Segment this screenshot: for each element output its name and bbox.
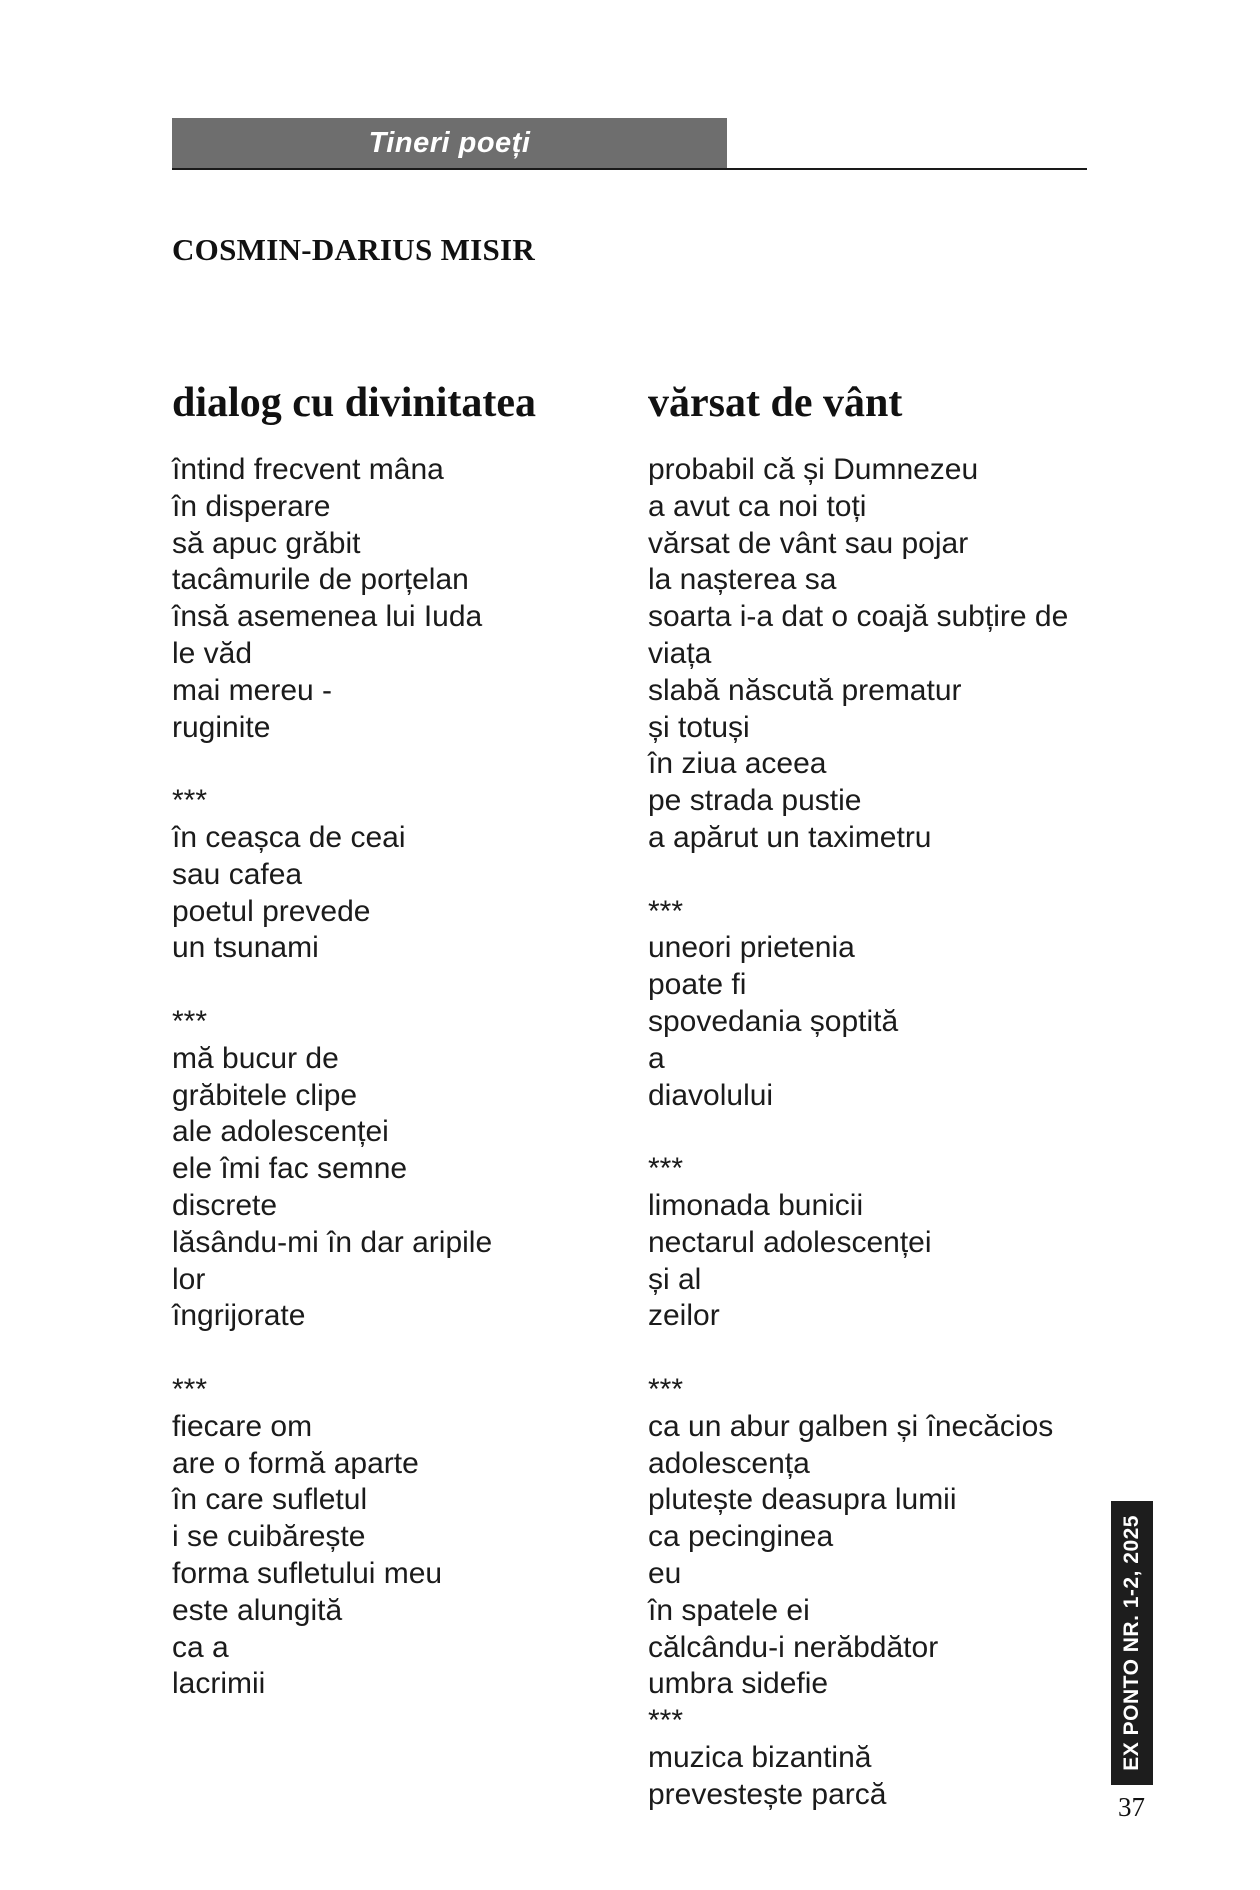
- poem-title-right: vărsat de vânt: [648, 380, 903, 426]
- poem-line: discrete: [172, 1188, 278, 1222]
- stanza-separator: ***: [648, 1372, 684, 1406]
- poem-line: în spatele ei: [648, 1593, 810, 1627]
- poem-line: a apărut un taximetru: [648, 820, 932, 854]
- poem-line: la nașterea sa: [648, 563, 837, 597]
- poem-line: a avut ca noi toți: [648, 489, 867, 523]
- stanza-separator: ***: [648, 894, 684, 928]
- poem-line: prevestește parcă: [648, 1777, 887, 1811]
- poem-body-right: [648, 452, 1118, 1813]
- poem-line: a: [648, 1041, 665, 1075]
- journal-spine: [1111, 1501, 1153, 1785]
- poem-line: zeilor: [648, 1299, 720, 1333]
- stanza-separator: ***: [172, 784, 208, 818]
- poem-line: forma sufletului meu: [172, 1556, 443, 1590]
- poem-line: fiecare om: [172, 1409, 313, 1443]
- poem-line: lacrimii: [172, 1667, 266, 1701]
- poem-line: umbra sidefie: [648, 1667, 829, 1701]
- poem-line: ca un abur galben și înecăcios: [648, 1409, 1054, 1443]
- poem-line: adolescența: [648, 1446, 810, 1480]
- author-name: COSMIN-DARIUS MISIR: [172, 232, 536, 267]
- poem-line: și al: [648, 1262, 702, 1296]
- poem-body-left: [172, 452, 632, 1703]
- poem-line: nectarul adolescenței: [648, 1225, 932, 1259]
- section-banner: [172, 118, 727, 169]
- blank-line: [648, 1335, 1118, 1372]
- poem-line: un tsunami: [172, 931, 319, 965]
- poem-line: mai mereu -: [172, 673, 333, 707]
- poem-line: vărsat de vânt sau pojar: [648, 526, 969, 560]
- blank-line: [172, 746, 632, 783]
- header-rule: [172, 168, 1087, 170]
- stanza-separator: ***: [172, 1004, 208, 1038]
- stanza-separator: ***: [648, 1704, 684, 1738]
- poem-line: poetul prevede: [172, 894, 371, 928]
- poem-line: și totuși: [648, 710, 750, 744]
- section-title: Tineri poeți: [368, 127, 531, 159]
- blank-line: [172, 1335, 632, 1372]
- poem-line: eu: [648, 1556, 682, 1590]
- blank-line: [172, 967, 632, 1004]
- poem-line: ale adolescenței: [172, 1115, 389, 1149]
- poem-line: ca pecinginea: [648, 1520, 834, 1554]
- poem-line: mă bucur de: [172, 1041, 339, 1075]
- stanza-separator: ***: [172, 1372, 208, 1406]
- poem-line: întind frecvent mâna: [172, 453, 444, 486]
- poem-line: ele îmi fac semne: [172, 1152, 408, 1186]
- poem-line: poate fi: [648, 968, 747, 1002]
- poem-line: în care sufletul: [172, 1483, 368, 1517]
- poem-line: soarta i-a dat o coajă subțire de: [648, 600, 1069, 634]
- poem-line: ca a: [172, 1630, 229, 1664]
- poem-line: călcându-i nerăbdător: [648, 1630, 939, 1664]
- poem-line: i se cuibărește: [172, 1520, 366, 1554]
- poem-line: este alungită: [172, 1593, 343, 1627]
- poem-title-left: dialog cu divinitatea: [172, 380, 537, 426]
- poem-line: în ziua aceea: [648, 747, 827, 781]
- poem-line: pe strada pustie: [648, 784, 862, 818]
- poem-line: lăsându-mi în dar aripile: [172, 1225, 493, 1259]
- poem-line: tacâmurile de porțelan: [172, 563, 469, 597]
- poem-line: limonada bunicii: [648, 1188, 864, 1222]
- poem-line: ruginite: [172, 710, 271, 744]
- poem-line: lor: [172, 1262, 206, 1296]
- blank-line: [648, 857, 1118, 894]
- poem-line: în ceașca de ceai: [172, 820, 406, 854]
- stanza-separator: ***: [648, 1152, 684, 1186]
- poem-line: diavolului: [648, 1078, 774, 1112]
- page-number: 37: [1118, 1792, 1145, 1822]
- poem-line: plutește deasupra lumii: [648, 1483, 957, 1517]
- poem-line: slabă născută prematur: [648, 673, 962, 707]
- poem-line: muzica bizantină: [648, 1740, 872, 1774]
- poem-line: viața: [648, 636, 712, 670]
- poem-line: are o formă aparte: [172, 1446, 419, 1480]
- poem-line: în disperare: [172, 489, 331, 523]
- poem-line: uneori prietenia: [648, 931, 855, 965]
- poem-line: însă asemenea lui Iuda: [172, 600, 483, 634]
- poem-line: să apuc grăbit: [172, 526, 361, 560]
- poem-line: grăbitele clipe: [172, 1078, 358, 1112]
- poem-line: probabil că și Dumnezeu: [648, 453, 979, 486]
- poem-line: le văd: [172, 636, 253, 670]
- poem-line: îngrijorate: [172, 1299, 306, 1333]
- blank-line: [648, 1114, 1118, 1151]
- journal-spine-label: EX PONTO NR. 1-2, 2025: [1120, 1515, 1143, 1771]
- poem-line: spovedania șoptită: [648, 1004, 899, 1038]
- poem-line: sau cafea: [172, 857, 303, 891]
